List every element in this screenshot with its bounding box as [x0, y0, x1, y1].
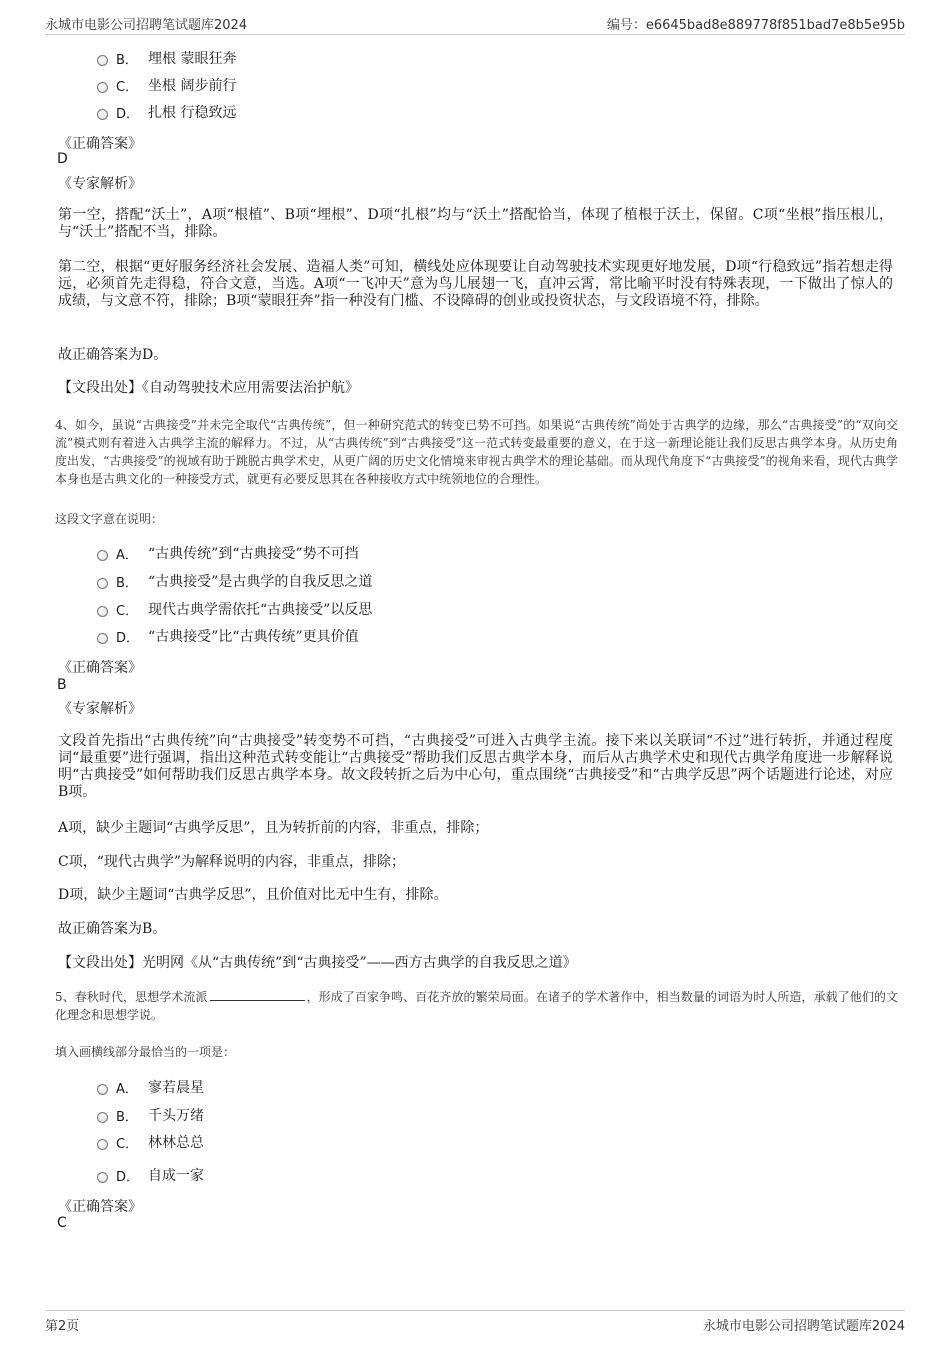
option-text: “古典接受”比“古典传统”更具价值 [148, 629, 359, 645]
q3-source: 【文段出处】《自动驾驶技术应用需要法治护航》 [58, 380, 359, 396]
q5-stem-before: 5、春秋时代，思想学术流派 [55, 990, 208, 1004]
option-letter: D． [116, 1169, 140, 1185]
q4-analysis-p2: A项，缺少主题词“古典学反思”，且为转折前的内容，非重点，排除； [58, 820, 489, 836]
q4-option-d[interactable] [97, 625, 359, 647]
option-letter: D． [116, 630, 140, 646]
q5-stem [55, 988, 898, 1024]
radio-icon[interactable] [97, 1172, 108, 1183]
option-letter: B． [116, 575, 138, 591]
page-header [45, 10, 905, 35]
q3-option-d[interactable] [97, 101, 236, 123]
radio-icon[interactable] [97, 633, 108, 644]
option-text: 千头万绪 [148, 1108, 204, 1124]
radio-icon[interactable] [97, 550, 108, 561]
q5-answer: C [57, 1215, 67, 1231]
radio-icon[interactable] [97, 578, 108, 589]
option-text: 现代古典学需依托“古典接受”以反思 [148, 602, 373, 618]
q5-prompt: 填入画横线部分最恰当的一项是： [55, 1045, 236, 1059]
radio-icon[interactable] [97, 1112, 108, 1123]
q3-option-b[interactable] [97, 47, 236, 69]
header-title: 永城市电影公司招聘笔试题库2024 [45, 18, 248, 33]
q4-option-c[interactable] [97, 598, 372, 620]
q5-option-d[interactable] [97, 1164, 204, 1186]
radio-icon[interactable] [97, 82, 108, 93]
option-text: 坐根 阔步前行 [148, 78, 237, 94]
radio-icon[interactable] [97, 606, 108, 617]
q4-answer-label: 《正确答案》 [58, 660, 142, 676]
q4-answer: B [57, 677, 67, 693]
option-letter: C． [116, 79, 139, 95]
q3-analysis-label: 《专家解析》 [58, 176, 142, 192]
q5-option-a[interactable] [97, 1076, 204, 1098]
q4-analysis-p5: 故正确答案为B。 [58, 921, 167, 937]
radio-icon[interactable] [97, 109, 108, 120]
option-letter: C． [116, 1136, 139, 1152]
q4-prompt: 这段文字意在说明： [55, 512, 164, 526]
document-id: 编号：e6645bad8e889778f851bad7e8b5e95b [606, 18, 905, 33]
q4-option-b[interactable] [97, 570, 372, 592]
q4-analysis-p3: C项，“现代古典学”为解释说明的内容，非重点，排除； [58, 854, 406, 870]
option-letter: A． [116, 1081, 138, 1097]
option-text: 寥若晨星 [148, 1080, 204, 1096]
fill-blank [210, 988, 305, 1001]
option-text: “古典传统”到“古典接受”势不可挡 [148, 546, 359, 562]
option-letter: B． [116, 1109, 138, 1125]
q5-option-c[interactable] [97, 1131, 204, 1153]
option-text: “古典接受”是古典学的自我反思之道 [148, 574, 373, 590]
q4-analysis-label: 《专家解析》 [58, 701, 142, 717]
q4-stem: 4、如今，虽说“古典接受”并未完全取代“古典传统”，但一种研究范式的转变已势不可挡。如果说“古典传统”尚处于古典学的边缘，那么“古典接受”的“双向交流”模式则有着进入古典学主流的解释力。不过，从“古典传统”到“古典接受”这一范式转变最重要的意义，在于这一新理论能让我们反思古典学本身。从历史角度出发，“古典接受”的视域有助于跳脱古典学术史，从更广阔的历史文化情境来审视古典学术的理论基础。而从现代角度下“古典接受”的视角来看，现代古典学本身也是古典文化的一种接受方式，就更有必要反思其在各种接收方式中统领地位的合理性。 [55, 418, 898, 486]
q5-answer-label: 《正确答案》 [58, 1199, 142, 1215]
radio-icon[interactable] [97, 1084, 108, 1095]
q3-analysis-p2: 第二空，根据“更好服务经济社会发展、造福人类”可知，横线处应体现要让自动驾驶技术实现更好地发展，D项“行稳致远”指若想走得远，必须首先走得稳，符合文意，当选。A项“一飞冲天”意为鸟儿展翅一飞，直冲云霄，常比喻平时没有特殊表现，一下做出了惊人的成绩，与文意不符，排除；B项“蒙眼狂奔”指一种没有门槛、不设障碍的创业或投资状态，与文段语境不符，排除。 [58, 259, 893, 309]
option-letter: A． [116, 547, 138, 563]
option-letter: B． [116, 52, 138, 68]
q3-answer: D [57, 151, 68, 167]
q5-option-b[interactable] [97, 1104, 204, 1126]
page-footer [45, 1310, 905, 1335]
page-number: 第2页 [45, 1319, 80, 1334]
radio-icon[interactable] [97, 1139, 108, 1150]
option-text: 自成一家 [148, 1168, 204, 1184]
option-text: 埋根 蒙眼狂奔 [148, 51, 237, 67]
q5-stem-after: ，形成了百家争鸣、百花齐放的繁荣局面。在诸子的学术著作中，相当数量的词语为时人所造，承载了他们的文化理念和思想学说。 [55, 990, 898, 1022]
q3-analysis-p3: 故正确答案为D。 [58, 347, 168, 363]
option-text: 林林总总 [148, 1135, 204, 1151]
option-text: 扎根 行稳致远 [148, 105, 237, 121]
option-letter: C． [116, 603, 139, 619]
q4-source: 【文段出处】光明网《从“古典传统”到“古典接受”——西方古典学的自我反思之道》 [58, 955, 577, 971]
footer-title: 永城市电影公司招聘笔试题库2024 [702, 1319, 905, 1334]
q4-option-a[interactable] [97, 542, 359, 564]
q3-analysis-p1: 第一空，搭配“沃土”，A项“根植”、B项“埋根”、D项“扎根”均与“沃土”搭配恰当，体现了植根于沃土，保留。C项“坐根”指压根儿，与“沃土”搭配不当，排除。 [58, 207, 893, 240]
q4-analysis-p4: D项，缺少主题词“古典学反思”，且价值对比无中生有，排除。 [58, 887, 448, 903]
q3-option-c[interactable] [97, 74, 236, 96]
option-letter: D． [116, 106, 140, 122]
q4-analysis-p1: 文段首先指出“古典传统”向“古典接受”转变势不可挡，“古典接受”可进入古典学主流。接下来以关联词“不过”进行转折，并通过程度词“最重要”进行强调，指出这种范式转变能让“古典接受”帮助我们反思古典学本身，而后从古典学术史和现代古典学角度进一步解释说明“古典接受”如何帮助我们反思古典学本身。故文段转折之后为中心句，重点围绕“古典接受”和“古典学反思”两个话题进行论述，对应B项。 [58, 733, 893, 800]
radio-icon[interactable] [97, 55, 108, 66]
q3-answer-label: 《正确答案》 [58, 136, 142, 152]
